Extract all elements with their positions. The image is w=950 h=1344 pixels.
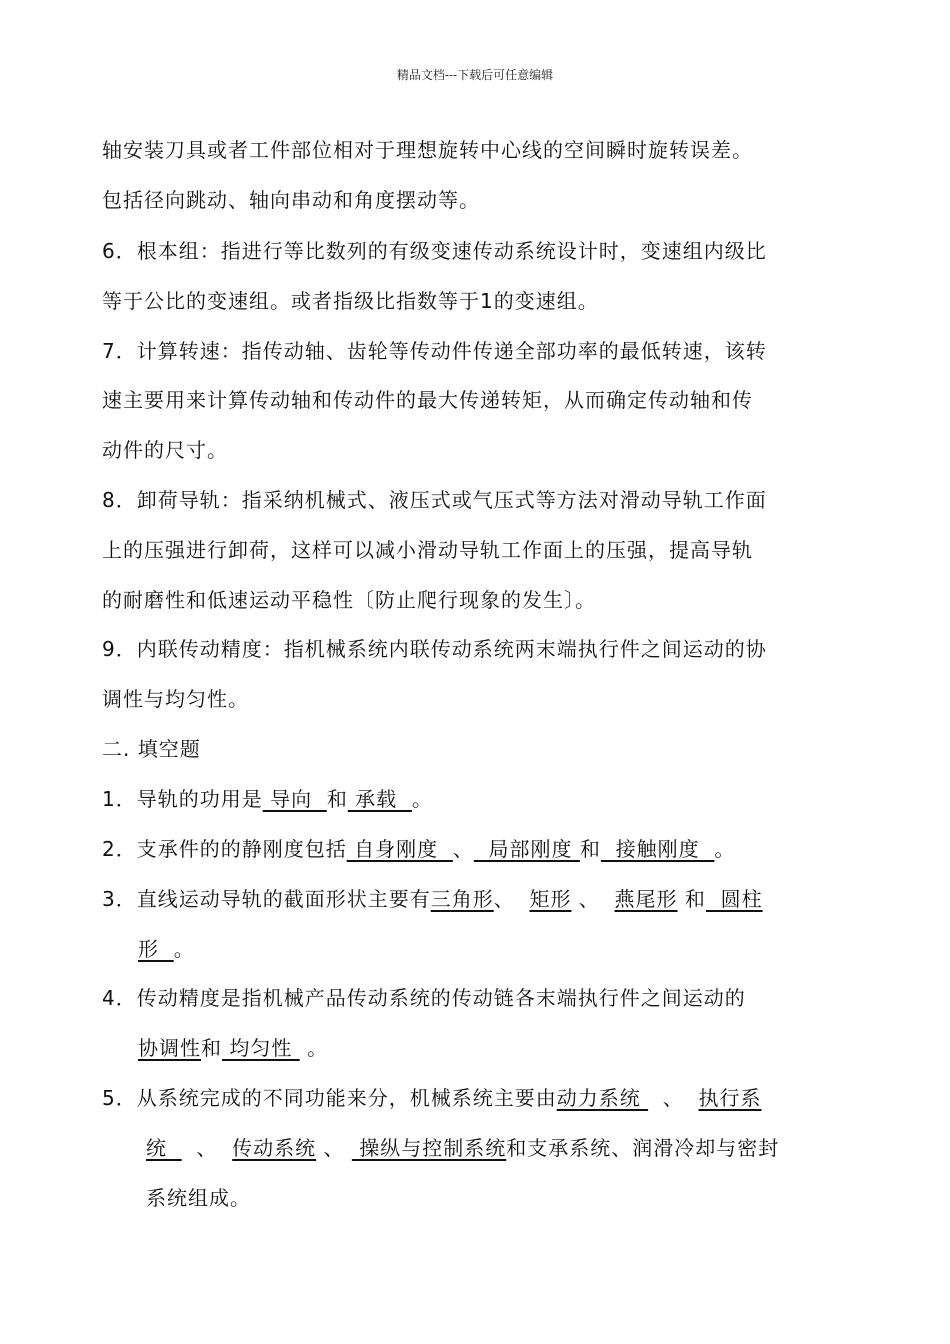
answer-blank: 接触刚度 bbox=[600, 837, 715, 861]
question-text: 1．导轨的功用是 bbox=[102, 787, 263, 811]
answer-blank: 均匀性 bbox=[222, 1036, 300, 1060]
question-text: 、 bbox=[181, 1136, 233, 1160]
question-text: 和 bbox=[326, 787, 348, 811]
fill-question-5 bbox=[102, 1085, 762, 1111]
question-text: 、 bbox=[452, 837, 474, 861]
answer-blank: 燕尾形 bbox=[614, 887, 678, 911]
answer-blank: 协调性 bbox=[138, 1036, 201, 1060]
paragraph-line: 6．根本组：指进行等比数列的有级变速传动系统设计时，变速组内级比 bbox=[102, 239, 767, 263]
answer-blank: 矩形 bbox=[529, 887, 572, 911]
question-text: 3．直线运动导轨的截面形状主要有 bbox=[102, 887, 431, 911]
paragraph-line: 包括径向跳动、轴向串动和角度摆动等。 bbox=[102, 188, 480, 212]
answer-blank: 操纵与控制系统 bbox=[351, 1136, 507, 1160]
question-text: 。 bbox=[173, 937, 195, 961]
question-text: 和 bbox=[579, 837, 601, 861]
answer-blank: 形 bbox=[138, 937, 174, 961]
question-text: 、 bbox=[648, 1086, 699, 1110]
paragraph-line: 8．卸荷导轨：指采纳机械式、液压式或气压式等方法对滑动导轨工作面 bbox=[102, 488, 767, 512]
answer-blank: 三角形 bbox=[430, 887, 494, 911]
paragraph-line: 轴安装刀具或者工件部位相对于理想旋转中心线的空间瞬时旋转误差。 bbox=[102, 138, 753, 162]
fill-question-3 bbox=[102, 886, 763, 912]
question-text: 2．支承件的的静刚度包括 bbox=[102, 837, 347, 861]
question-text: 、 bbox=[571, 887, 615, 911]
paragraph-line: 动件的尺寸。 bbox=[102, 438, 228, 462]
answer-blank: 自身刚度 bbox=[346, 837, 453, 861]
paragraph-line: 7．计算转速：指传动轴、齿轮等传动件传递全部功率的最低转速，该转 bbox=[102, 339, 767, 363]
fill-question-4-continued bbox=[138, 1035, 328, 1061]
fill-question-1 bbox=[102, 786, 433, 812]
paragraph-line: 速主要用来计算传动轴和传动件的最大传递转矩，从而确定传动轴和传 bbox=[102, 388, 753, 412]
question-text: 、 bbox=[316, 1136, 352, 1160]
fill-question-2 bbox=[102, 836, 735, 862]
fill-question-5-continued bbox=[146, 1135, 779, 1161]
paragraph-line: 等于公比的变速组。或者指级比指数等于1的变速组。 bbox=[102, 289, 599, 313]
fill-question-3-continued bbox=[138, 936, 195, 962]
answer-blank: 局部刚度 bbox=[473, 837, 580, 861]
paragraph-line: 调性与均匀性。 bbox=[102, 687, 249, 711]
question-text: 5．从系统完成的不同功能来分，机械系统主要由 bbox=[102, 1086, 557, 1110]
question-text: 。 bbox=[299, 1036, 329, 1060]
answer-blank: 动力系统 bbox=[556, 1086, 649, 1110]
question-text: 和 bbox=[677, 887, 706, 911]
answer-blank: 执行系 bbox=[698, 1086, 762, 1110]
paragraph-line: 的耐磨性和低速运动平稳性〔防止爬行现象的发生〕。 bbox=[102, 588, 596, 612]
paragraph-line: 上的压强进行卸荷，这样可以减小滑动导轨工作面上的压强，提高导轨 bbox=[102, 538, 753, 562]
section-title: 二. 填空题 bbox=[102, 737, 201, 761]
answer-blank: 承载 bbox=[347, 787, 412, 811]
question-text: 和支承系统、润滑冷却与密封 bbox=[506, 1136, 780, 1160]
fill-question-5-end: 系统组成。 bbox=[146, 1186, 251, 1210]
fill-question-4: 4．传动精度是指机械产品传动系统的传动链各末端执行件之间运动的 bbox=[102, 986, 746, 1010]
answer-blank: 圆柱 bbox=[705, 887, 763, 911]
question-text: 和 bbox=[201, 1036, 222, 1060]
answer-blank: 导向 bbox=[262, 787, 327, 811]
question-text: 。 bbox=[714, 837, 736, 861]
page-header: 精品文档---下载后可任意编辑 bbox=[396, 68, 554, 82]
answer-blank: 统 bbox=[146, 1136, 182, 1160]
question-text: 、 bbox=[493, 887, 530, 911]
answer-blank: 传动系统 bbox=[232, 1136, 317, 1160]
paragraph-line: 9．内联传动精度：指机械系统内联传动系统两末端执行件之间运动的协 bbox=[102, 637, 767, 661]
question-text: 。 bbox=[411, 787, 433, 811]
